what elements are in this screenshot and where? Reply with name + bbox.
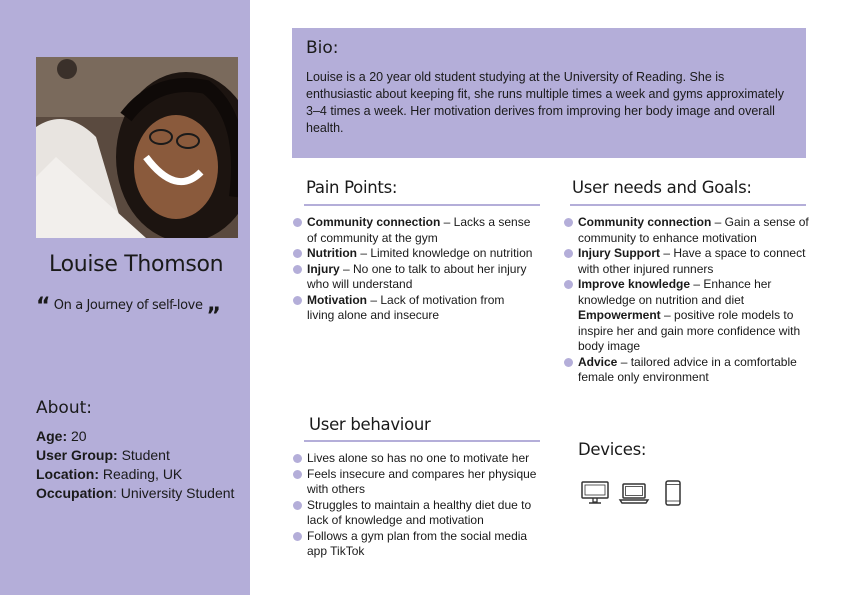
needs-title: User needs and Goals: (572, 178, 752, 197)
bullet-dot (293, 296, 302, 305)
about-occupation-label: Occupation (36, 485, 114, 501)
list-item-text: Struggles to maintain a healthy diet due to lack of knowledge and motivation (307, 497, 532, 527)
list-item-text: Follows a gym plan from the social media app TikTok (307, 528, 528, 558)
list-item (293, 262, 533, 293)
about-occupation (36, 484, 236, 503)
bio-title: Bio: (306, 38, 339, 58)
bullet-dot (293, 470, 302, 479)
desktop-icon (580, 480, 610, 511)
list-item (293, 293, 533, 324)
persona-name: Louise Thomson (49, 252, 224, 277)
list-item (564, 215, 810, 246)
list-item-text: – Lack of motivation from living alone and insecure (307, 292, 505, 322)
profile-photo-image (36, 57, 238, 238)
list-item (293, 246, 533, 262)
list-item (564, 355, 810, 386)
list-item-text: Lives alone so has no one to motivate her (307, 451, 530, 465)
list-item-heading: Injury (307, 261, 340, 276)
list-item-text: – Gain a sense of community to enhance motivation (578, 215, 809, 245)
pain-points-title: Pain Points: (306, 178, 398, 197)
about-age-value: 20 (67, 428, 87, 444)
bullet-dot (564, 218, 573, 227)
laptop-icon-graphic (618, 480, 650, 506)
quote-close-mark: ” (206, 304, 221, 329)
bullet-dot (293, 501, 302, 510)
list-item-text: – Enhance her knowledge on nutrition and diet (578, 277, 772, 307)
about-age-label: Age: (36, 428, 68, 444)
bullet-dot (293, 265, 302, 274)
needs-divider (570, 204, 806, 206)
desktop-icon-graphic (580, 480, 610, 506)
about-group-value: Student (117, 447, 170, 463)
bullet-dot (293, 249, 302, 258)
about-age (36, 427, 236, 446)
bullet-dot (293, 454, 302, 463)
list-item (293, 467, 538, 498)
list-item (293, 215, 533, 246)
about-location-label: Location: (36, 466, 99, 482)
list-item (564, 246, 810, 277)
list-item-heading: Community connection (307, 215, 441, 229)
behaviour-list (293, 451, 538, 560)
about-group-label: User Group: (36, 447, 118, 463)
phone-icon (664, 480, 682, 511)
list-item-heading: Motivation (307, 292, 367, 307)
persona-quote-text: On a Journey of self-love (53, 298, 203, 313)
bio-panel (292, 28, 806, 158)
behaviour-divider (304, 440, 540, 442)
bullet-dot (564, 280, 573, 289)
bio-text: Louise is a 20 year old student studying at the University of Reading. She is enthusiastic about keeping fit, she runs multiple times a week and gyms approximately 3–4 times a week. Her motivation derives from improving her body image and overall health. (306, 70, 785, 135)
pain-points-list (293, 215, 533, 324)
list-item-text: – Limited knowledge on nutrition (357, 246, 533, 260)
persona-quote (36, 294, 221, 329)
about-location (36, 465, 236, 484)
profile-sidebar (0, 0, 250, 595)
list-item (293, 451, 538, 467)
bullet-dot (564, 249, 573, 258)
bullet-dot (293, 532, 302, 541)
list-item (564, 308, 810, 355)
list-item-heading: Nutrition (307, 246, 357, 260)
about-occupation-value: : University Student (113, 485, 235, 501)
bullet-dot (293, 218, 302, 227)
pain-points-divider (304, 204, 540, 206)
list-item-text: – Lacks a sense of community at the gym (307, 215, 531, 245)
list-item (293, 498, 538, 529)
list-item-heading: Improve knowledge (578, 277, 691, 291)
about-details (36, 427, 236, 503)
laptop-icon (618, 480, 650, 511)
list-item-heading: Community connection (578, 215, 712, 229)
list-item-heading: Injury Support (578, 246, 660, 260)
list-item-text: – tailored advice in a comfortable female only environment (578, 354, 797, 384)
devices-title: Devices: (578, 440, 647, 459)
list-item (293, 529, 538, 560)
profile-photo (36, 57, 238, 238)
phone-icon-graphic (664, 480, 682, 506)
list-item-text: – Have a space to connect with other injured runners (578, 246, 806, 276)
needs-list (564, 215, 810, 386)
list-item-text: – positive role models to inspire her and gain more confidence with body image (578, 308, 801, 353)
list-item-heading: Advice (578, 354, 618, 369)
about-location-value: Reading, UK (99, 466, 183, 482)
about-title: About: (36, 398, 92, 418)
list-item-heading: Empowerment (578, 308, 661, 322)
behaviour-title: User behaviour (309, 415, 431, 434)
list-item-text: Feels insecure and compares her physique with others (307, 466, 537, 496)
bullet-dot (564, 358, 573, 367)
quote-open-mark: “ (36, 294, 51, 319)
list-item-text: – No one to talk to about her injury who will understand (307, 261, 527, 291)
list-item (564, 277, 810, 308)
about-group (36, 446, 236, 465)
